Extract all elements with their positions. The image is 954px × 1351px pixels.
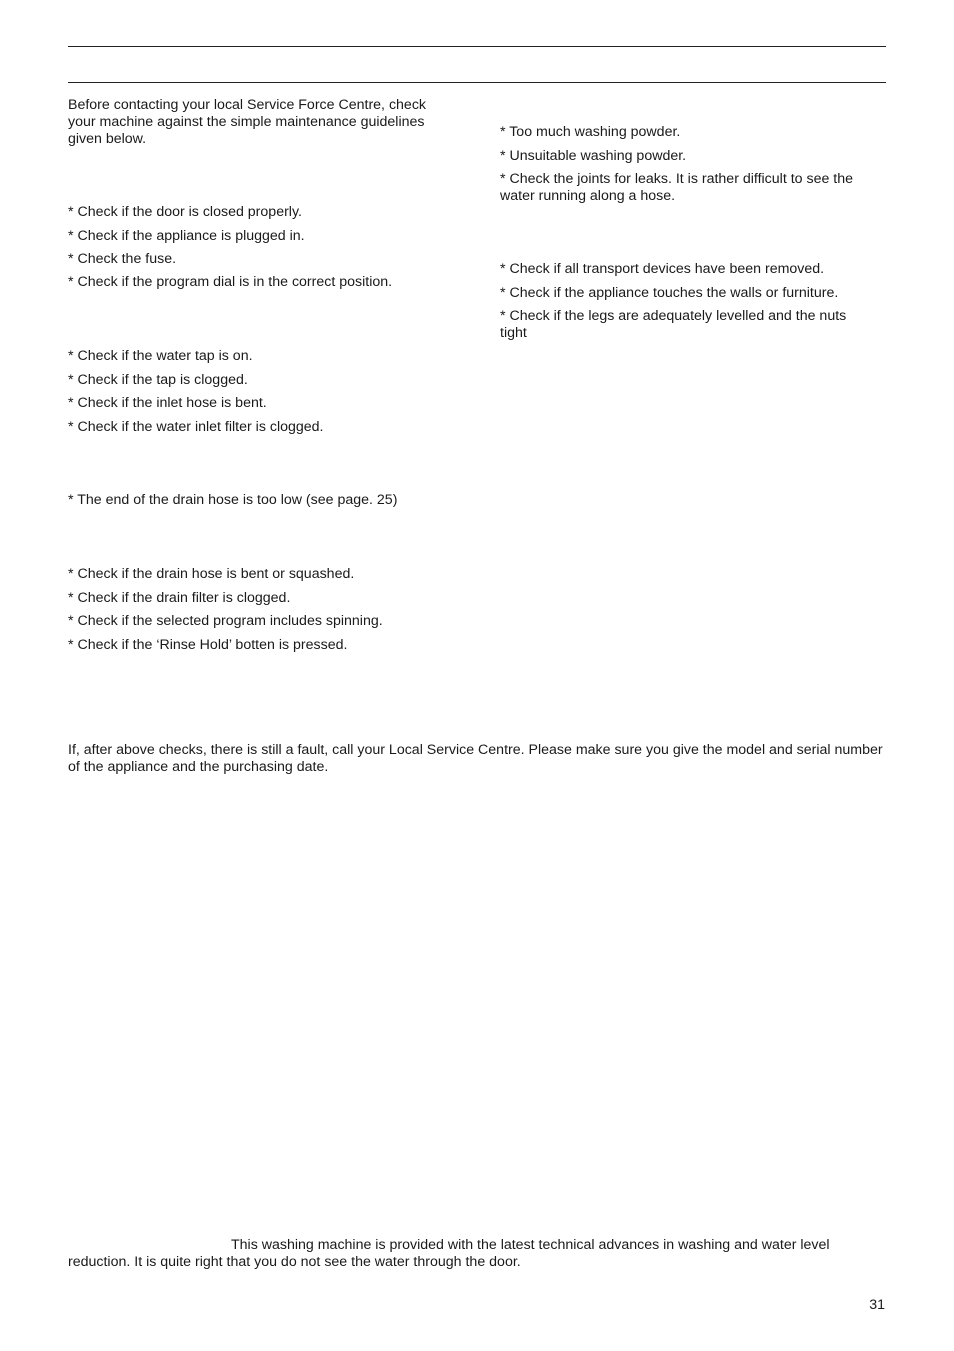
top-rule <box>68 46 886 47</box>
list-item: * Check if the ‘Rinse Hold’ botten is pressed. <box>68 637 348 653</box>
water-level-note-text: This washing machine is provided with the latest technical advances in washing and water level reduction. It is quite right that you do not see the water through the door. <box>68 1237 830 1270</box>
list-item: * Check if the door is closed properly. <box>68 204 302 220</box>
list-item: * Check if the legs are adequately levelled and the nuts tight <box>500 308 847 341</box>
list-item: * Check if the water tap is on. <box>68 348 253 364</box>
header-rule <box>68 82 886 83</box>
list-item: * Check if the appliance is plugged in. <box>68 228 305 244</box>
list-item: * Check if the water inlet filter is clogged. <box>68 419 324 435</box>
list-item: * Check the fuse. <box>68 251 177 267</box>
list-item: * Check if the program dial is in the correct position. <box>68 274 393 290</box>
page-number: 31 <box>869 1297 885 1313</box>
list-item: * Check if the drain hose is bent or squashed. <box>68 566 355 582</box>
list-item: * Unsuitable washing powder. <box>500 148 687 164</box>
list-item: * Check if the selected program includes spinning. <box>68 613 383 629</box>
intro-paragraph: Before contacting your local Service Force Centre, check your machine against the simple maintenance guidelines given below. <box>68 97 427 147</box>
list-item: * Check if all transport devices have been removed. <box>500 261 825 277</box>
list-item: * Check if the appliance touches the walls or furniture. <box>500 285 839 301</box>
list-item: * Check if the tap is clogged. <box>68 372 248 388</box>
list-item: * Too much washing powder. <box>500 124 681 140</box>
list-item: * Check the joints for leaks. It is rather difficult to see the water running along a hose. <box>500 171 854 204</box>
list-item: * The end of the drain hose is too low (see page. 25) <box>68 492 398 508</box>
service-note: If, after above checks, there is still a fault, call your Local Service Centre. Please make sure you give the model and serial number of the appliance and the purchasing date. <box>68 742 883 775</box>
water-level-note <box>68 1237 886 1271</box>
list-item: * Check if the inlet hose is bent. <box>68 395 267 411</box>
list-item: * Check if the drain filter is clogged. <box>68 590 291 606</box>
